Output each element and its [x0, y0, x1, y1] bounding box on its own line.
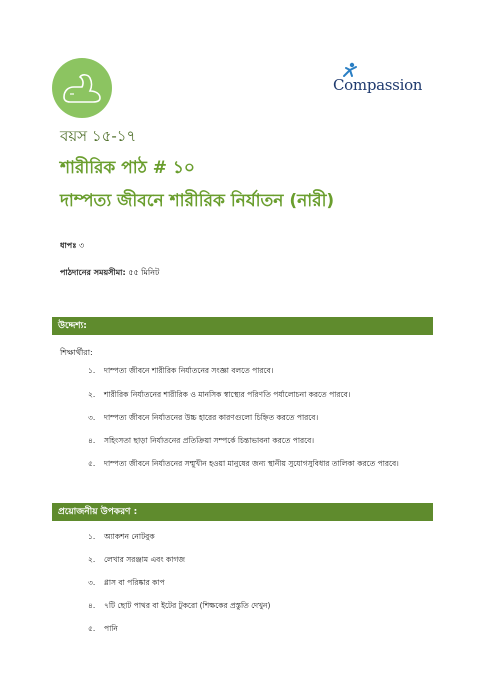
- steps-line: [60, 240, 84, 253]
- age-range: বয়স ১৫-১৭: [60, 127, 137, 145]
- list-item: ৪. সহিংসতা ছাড়া নির্যাতনের প্রতিক্রিয়া সম্পর্কে চিন্তাভাবনা করতে পারবে।: [88, 436, 315, 445]
- list-item: ৪. ৭টি ছোট পাথর বা ইটের টুকরো (শিক্ষকের প্রস্তুতি দেখুন): [88, 601, 271, 610]
- page-title: দাম্পত্য জীবনে শারীরিক নির্যাতন (নারী): [60, 191, 335, 211]
- list-item: ১. অ্যাকশন নোটবুক: [88, 532, 155, 541]
- flexed-arm-icon: [60, 71, 104, 105]
- objectives-intro: শিক্ষার্থীরা:: [60, 348, 93, 357]
- materials-header: প্রয়োজনীয় উপকরণ :: [52, 503, 433, 521]
- list-item: ৩. গ্লাস বা পরিষ্কার কাপ: [88, 578, 165, 587]
- time-line: [60, 267, 159, 280]
- compassion-logo: [330, 62, 440, 98]
- brand-name: Compassion: [333, 76, 423, 94]
- time-value: ৫৫ মিনিট: [128, 268, 160, 277]
- list-item: ১. দাম্পত্য জীবনে শারীরিক নির্যাতনের সংজ্ঞা বলতে পারবে।: [88, 366, 274, 375]
- list-item: ৩. দাম্পত্য জীবনে নির্যাতনের উচ্চ হারের কারণগুলো চিহ্নিত করতে পারবে।: [88, 413, 319, 422]
- steps-label: ধাপঃ: [60, 241, 77, 250]
- lesson-number: শারীরিক পাঠ # ১০: [60, 158, 195, 178]
- list-item: ৫. পানি: [88, 624, 118, 633]
- objectives-header: উদ্দেশ্য:: [52, 317, 433, 335]
- list-item: ২. লেখার সরঞ্জাম এবং কাগজ: [88, 555, 185, 564]
- list-item: ২. শারীরিক নির্যাতনের শারীরিক ও মানসিক স্বাস্থ্যের পরিণতি পর্যালোচনা করতে পারবে।: [88, 390, 351, 399]
- physical-lesson-badge: [52, 58, 112, 118]
- list-item: ৫. দাম্পত্য জীবনে নির্যাতনের সম্মুখীন হওয়া মানুষের জন্য স্থানীয় সুযোগসুবিধার তালিকা করতে পারবে।: [88, 459, 399, 468]
- time-label: পাঠদানের সময়সীমা:: [60, 268, 126, 277]
- steps-value: ৩: [79, 241, 85, 250]
